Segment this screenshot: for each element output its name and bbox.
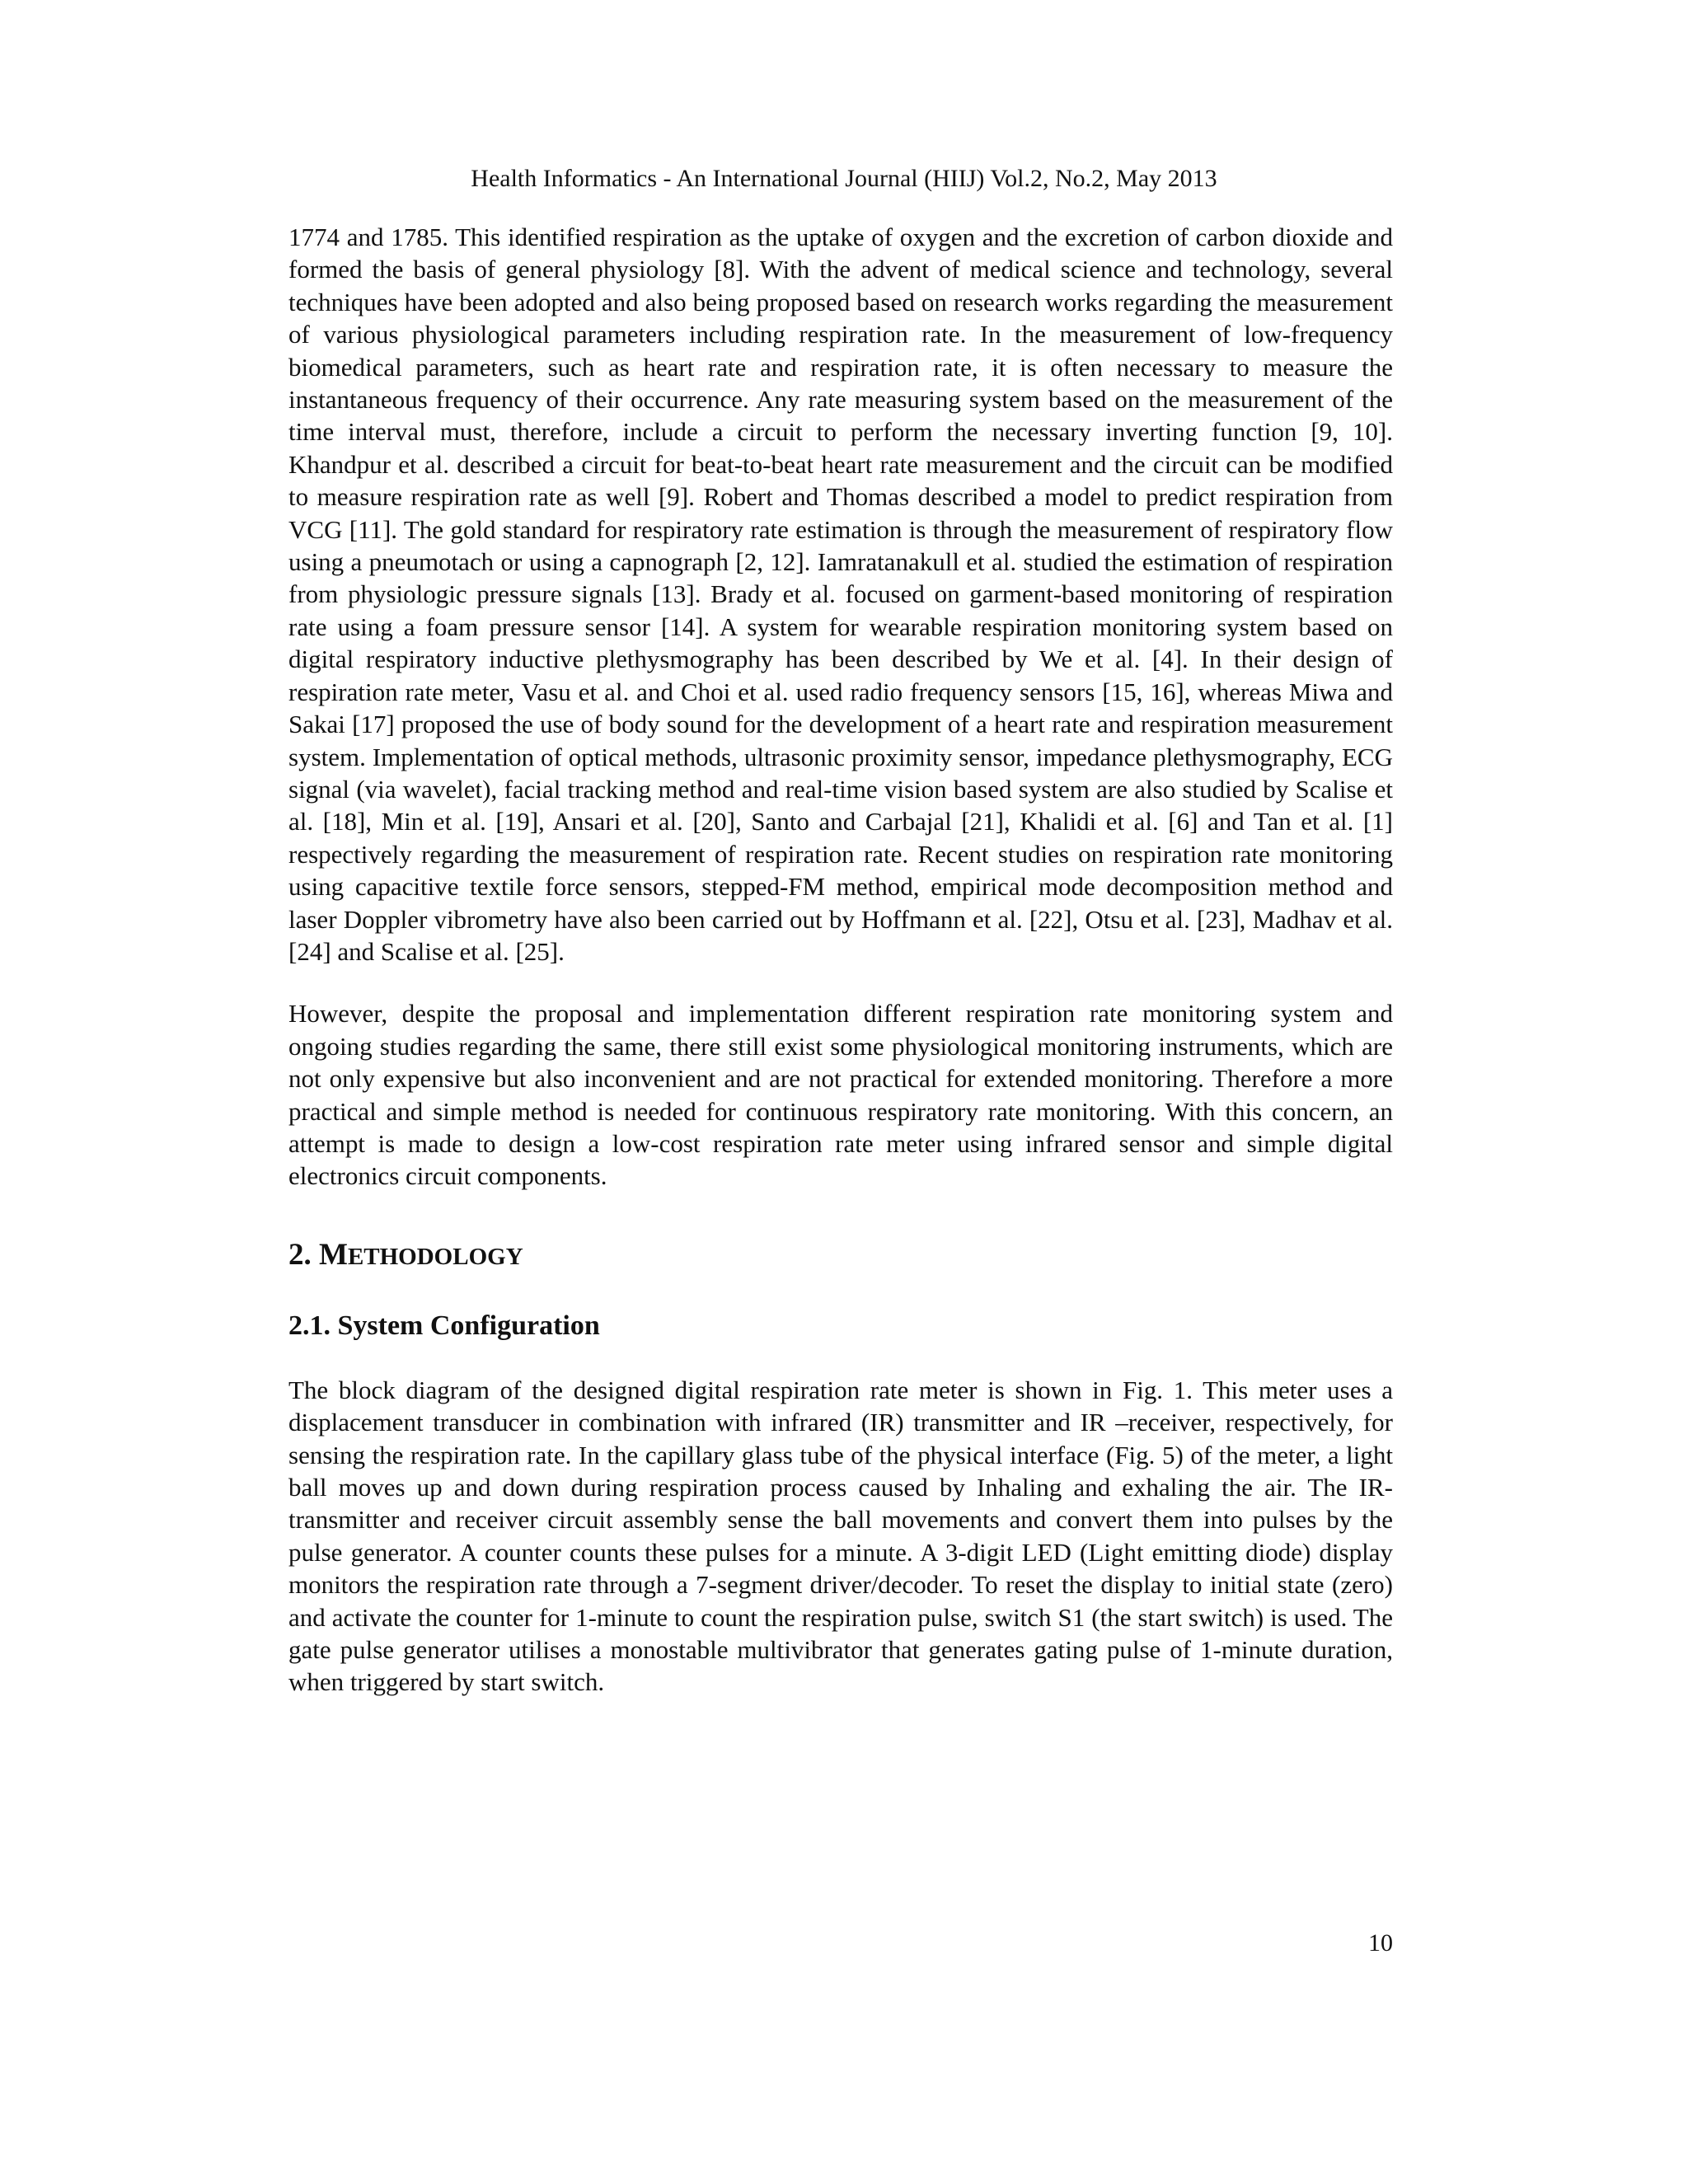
section-title-initial: M bbox=[319, 1237, 348, 1272]
subsection-heading-system-configuration: 2.1. System Configuration bbox=[288, 1310, 600, 1341]
section-number: 2. bbox=[288, 1237, 312, 1272]
system-configuration-paragraph: The block diagram of the designed digital respiration rate meter is shown in Fig. 1. This meter uses a displacement transducer in combination with infrared (IR) transmitter and IR –receiver, respectively, for sensing the respiration rate. In the capillary glass tube of the physical interface (Fig. 5) of the meter, a light ball moves up and down during respiration process caused by Inhaling and exhaling the air. The IR-transmitter and receiver circuit assembly sense the ball movements and convert them into pulses by the pulse generator. A counter counts these pulses for a minute. A 3-digit LED (Light emitting diode) display monitors the respiration rate through a 7-segment driver/decoder. To reset the display to initial state (zero) and activate the counter for 1-minute to count the respiration pulse, switch S1 (the start switch) is used. The gate pulse generator utilises a monostable multivibrator that generates gating pulse of 1-minute duration, when triggered by start switch. bbox=[288, 1375, 1393, 1697]
running-header: Health Informatics - An International Journal (HIIJ) Vol.2, No.2, May 2013 bbox=[471, 165, 1217, 192]
page-number: 10 bbox=[1368, 1929, 1393, 1957]
section-heading-methodology bbox=[288, 1237, 1393, 1275]
section-title-rest: ETHODOLOGY bbox=[347, 1243, 523, 1270]
body-paragraph-2: However, despite the proposal and implementation different respiration rate monitoring system and ongoing studies regarding the same, there still exist some physiological monitoring instruments, which are not only expensive but also inconvenient and are not practical for extended monitoring. Therefore a more practical and simple method is needed for continuous respiratory rate monitoring. With this concern, an attempt is made to design a low-cost respiration rate meter using infrared sensor and simple digital electronics circuit components. bbox=[288, 999, 1393, 1191]
page-body bbox=[288, 221, 1393, 1699]
body-paragraph-1: 1774 and 1785. This identified respiration as the uptake of oxygen and the excretion of carbon dioxide and formed the basis of general physiology [8]. With the advent of medical science and technology, several techniques have been adopted and also being proposed based on research works regarding the measurement of various physiological parameters including respiration rate. In the measurement of low-frequency biomedical parameters, such as heart rate and respiration rate, it is often necessary to measure the instantaneous frequency of their occurrence. Any rate measuring system based on the measurement of the time interval must, therefore, include a circuit to perform the necessary inverting function [9, 10]. Khandpur et al. described a circuit for beat-to-beat heart rate measurement and the circuit can be modified to measure respiration rate as well [9]. Robert and Thomas described a model to predict respiration from VCG [11]. The gold standard for respiratory rate estimation is through the measurement of respiratory flow using a pneumotach or using a capnograph [2, 12]. Iamratanakull et al. studied the estimation of respiration from physiologic pressure signals [13]. Brady et al. focused on garment-based monitoring of respiration rate using a foam pressure sensor [14]. A system for wearable respiration monitoring system based on digital respiratory inductive plethysmography has been described by We et al. [4]. In their design of respiration rate meter, Vasu et al. and Choi et al. used radio frequency sensors [15, 16], whereas Miwa and Sakai [17] proposed the use of body sound for the development of a heart rate and respiration measurement system. Implementation of optical methods, ultrasonic proximity sensor, impedance plethysmography, ECG signal (via wavelet), facial tracking method and real-time vision based system are also studied by Scalise et al. [18], Min et al. [19], Ansari et al. [20], Santo and Carbajal [21], Khalidi et al. [6] and Tan et al. [1] respectively regarding the measurement of respiration rate. Recent studies on respiration rate monitoring using capacitive textile force sensors, stepped-FM method, empirical mode decomposition method and laser Doppler vibrometry have also been carried out by Hoffmann et al. [22], Otsu et al. [23], Madhav et al. [24] and Scalise et al. [25]. bbox=[288, 223, 1393, 966]
